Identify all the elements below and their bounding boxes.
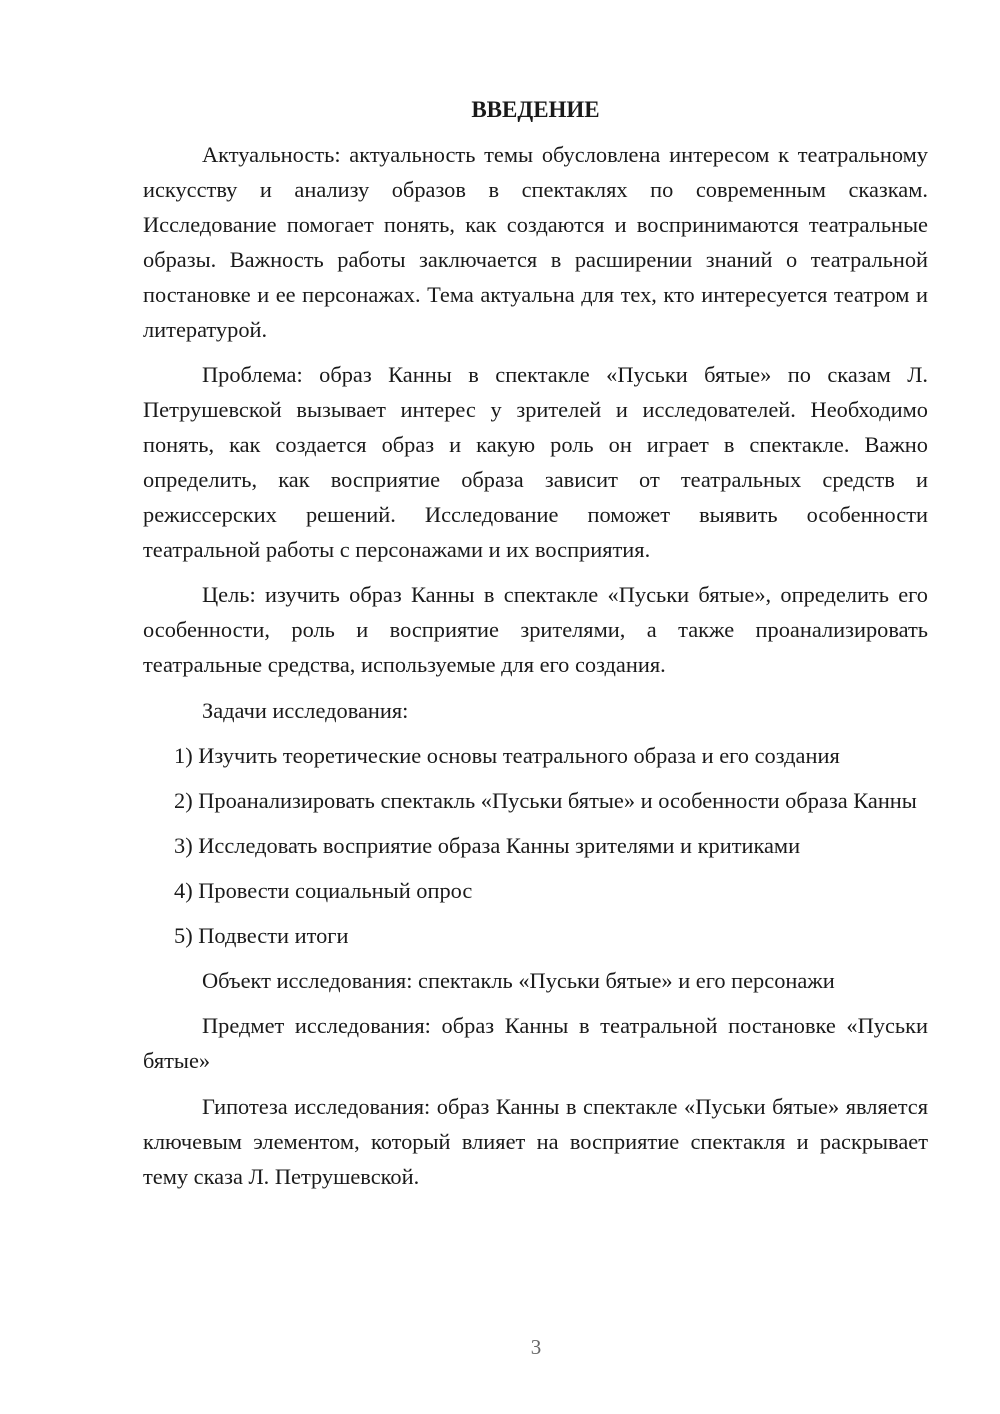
paragraph-problem: Проблема: образ Канны в спектакле «Пуськи бятые» по сказам Л. Петрушевской вызывает интерес у зрителей и исследователей. Необходимо понять, как создается образ и какую роль он играет в спектакле. Важно определить, как восприятие образа зависит от театральных средств и режиссерских решений. Исследование поможет выявить особенности театральной работы с персонажами и их восприятия.: [143, 362, 928, 562]
paragraph-relevance: Актуальность: актуальность темы обусловлена интересом к театральному искусству и анализу образов в спектаклях по современным сказкам. Исследование помогает понять, как создаются и воспринимаются театральные образы. Важность работы заключается в расширении знаний о театральной постановке и ее персонажах. Тема актуальна для тех, кто интересуется театром и литературой.: [143, 142, 928, 342]
list-item: 2) Проанализировать спектакль «Пуськи бятые» и особенности образа Канны: [174, 788, 917, 813]
paragraph-subject: Предмет исследования: образ Канны в театральной постановке «Пуськи бятые»: [143, 1013, 928, 1073]
tasks-heading: Задачи исследования:: [202, 698, 409, 723]
list-item: 4) Провести социальный опрос: [174, 878, 473, 903]
paragraph-object: Объект исследования: спектакль «Пуськи бятые» и его персонажи: [202, 968, 835, 993]
section-title: ВВЕДЕНИЕ: [471, 97, 600, 122]
page-number: 3: [530, 1335, 542, 1359]
list-item: 1) Изучить теоретические основы театрального образа и его создания: [174, 743, 840, 768]
list-item: 3) Исследовать восприятие образа Канны зрителями и критиками: [174, 833, 801, 858]
paragraph-hypothesis: Гипотеза исследования: образ Канны в спектакле «Пуськи бятые» является ключевым элементом, который влияет на восприятие спектакля и раскрывает тему сказа Л. Петрушевской.: [143, 1094, 928, 1189]
tasks-list: [143, 738, 928, 953]
document-page: [143, 96, 928, 1194]
paragraph-goal: Цель: изучить образ Канны в спектакле «Пуськи бятые», определить его особенности, роль и восприятие зрителями, а также проанализировать театральные средства, используемые для его создания.: [143, 582, 928, 677]
list-item: 5) Подвести итоги: [174, 923, 349, 948]
